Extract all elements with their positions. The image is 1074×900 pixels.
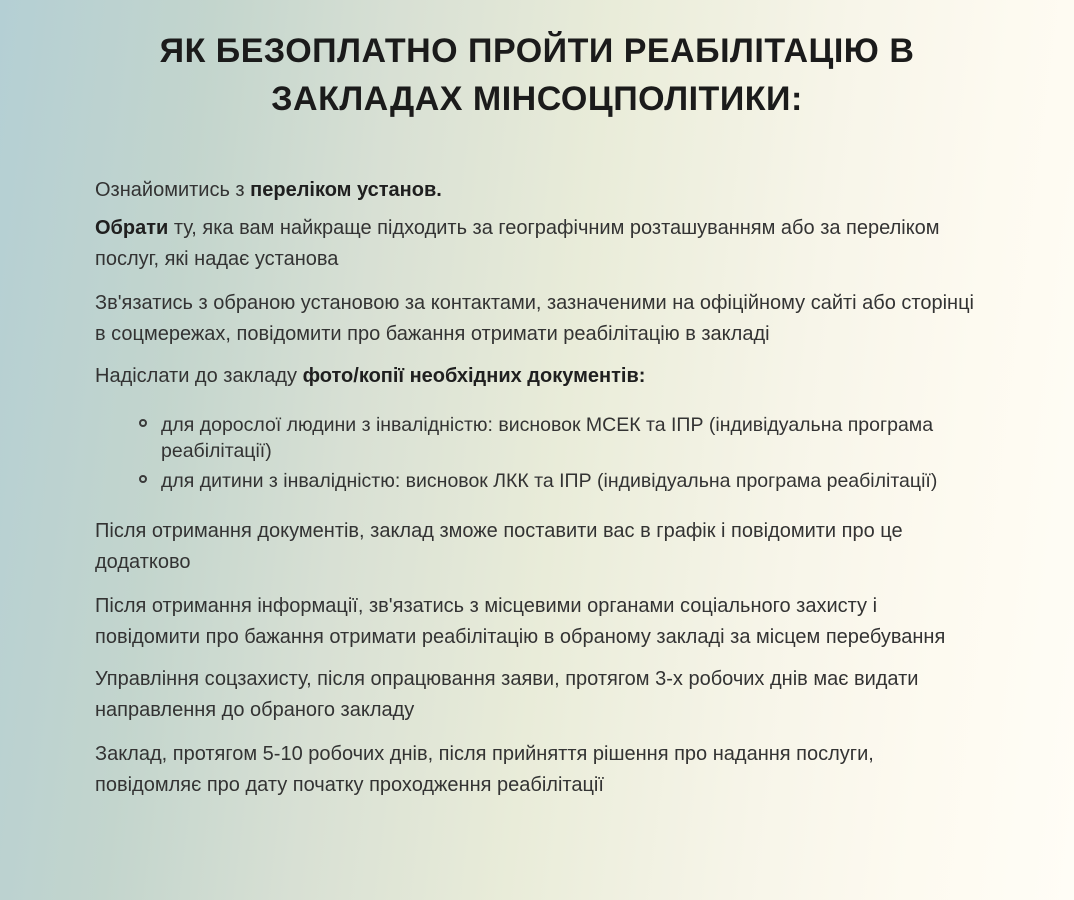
- step-contact: Зв'язатись з обраною установою за контактами, зазначеними на офіційному сайті або сторінці в соцмережах, повідомити про бажання отримати реабілітацію в закладі: [95, 292, 974, 345]
- step-familiarize-bold: переліком установ.: [250, 179, 442, 201]
- list-item-text: для дорослої людини з інвалідністю: висновок МСЕК та ІПР (індивідуальна програма реабілітації): [161, 414, 934, 462]
- step-choose-text: ту, яка вам найкраще підходить за географічним розташуванням або за переліком послуг, які надає установа: [95, 217, 940, 270]
- step-choose-bold: Обрати: [95, 217, 169, 239]
- circle-bullet-icon: [139, 475, 147, 483]
- page-title-line-2: ЗАКЛАДАХ МІНСОЦПОЛІТИКИ:: [271, 80, 803, 118]
- step-familiarize-text: Ознайомитись з: [95, 179, 251, 201]
- step-inform-local: Після отримання інформації, зв'язатись з місцевими органами соціального захисту і повідомити про бажання отримати реабілітацію в обраному закладі за місцем перебування: [95, 595, 946, 648]
- list-item-child-documents: [139, 468, 975, 494]
- step-familiarize: [95, 175, 975, 206]
- step-referral: Управління соцзахисту, після опрацювання заяви, протягом 3-х робочих днів має видати направлення до обраного закладу: [95, 668, 919, 721]
- steps-content: [0, 175, 1074, 801]
- step-send-documents-bold: фото/копії необхідних документів:: [302, 365, 646, 387]
- step-choose: [95, 213, 975, 275]
- page-title: [0, 0, 1074, 123]
- circle-bullet-icon: [139, 419, 147, 427]
- step-send-documents: [95, 361, 975, 392]
- step-send-documents-text: Надіслати до закладу: [95, 365, 303, 387]
- step-start-date: Заклад, протягом 5-10 робочих днів, після прийняття рішення про надання послуги, повідомляє про дату початку проходження реабілітації: [95, 743, 874, 796]
- step-schedule: Після отримання документів, заклад зможе поставити вас в графік і повідомити про це додатково: [95, 520, 903, 573]
- list-item-text: для дитини з інвалідністю: висновок ЛКК та ІПР (індивідуальна програма реабілітації): [161, 470, 938, 492]
- list-item-adult-documents: [139, 412, 975, 464]
- page-title-line-1: ЯК БЕЗОПЛАТНО ПРОЙТИ РЕАБІЛІТАЦІЮ В: [159, 32, 915, 70]
- documents-list: [95, 412, 975, 494]
